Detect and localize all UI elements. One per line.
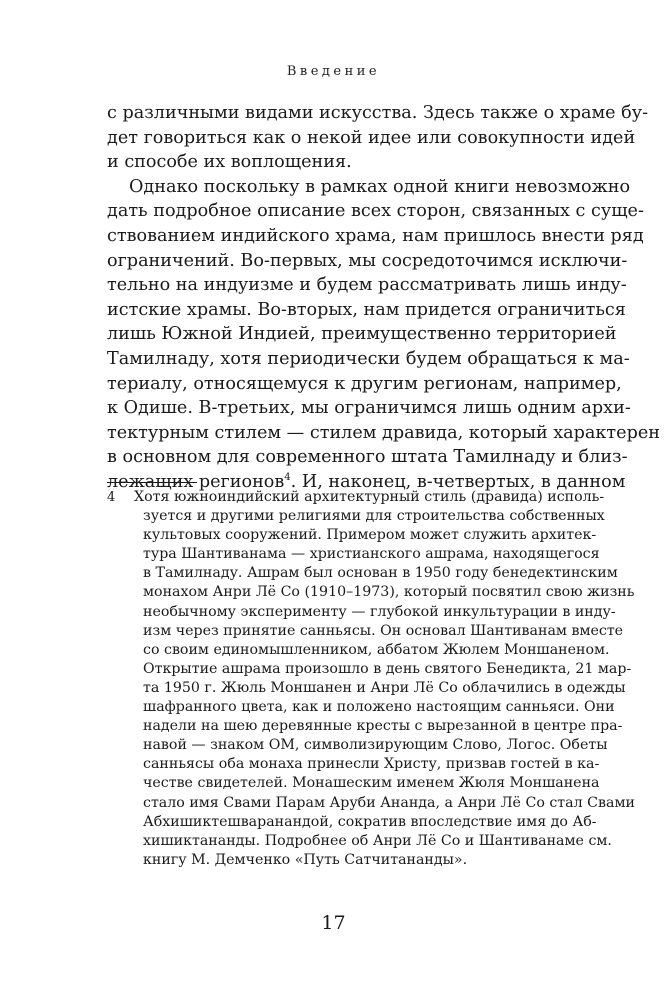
text-line: ограничений. Во-первых, мы сосредоточимся исключи- xyxy=(107,250,628,271)
footnote-line: в Тамилнаду. Ашрам был основан в 1950 году бенедектинским xyxy=(143,565,618,582)
main-text xyxy=(107,101,660,495)
footnote-line: Открытие ашрама произошло в день святого Бенедикта, 21 мар- xyxy=(143,660,632,677)
text-line: Тамилнаду, хотя периодически будем обращаться к ма- xyxy=(107,348,630,369)
text-line: Однако поскольку в рамках одной книги невозможно xyxy=(129,176,631,197)
page-number: 17 xyxy=(321,912,346,934)
text-line: истские храмы. Во-вторых, нам придется ограничиться xyxy=(107,299,626,320)
text-line: к Одише. В-третьих, мы ограничимся лишь одним архи- xyxy=(107,398,631,419)
footnote-line: навой — знаком ОМ, символизирующим Слово, Логос. Обеты xyxy=(143,737,608,754)
footnote-line: изм через принятие санньясы. Он основал Шантиванам вместе xyxy=(143,622,624,639)
footnote-number: 4 xyxy=(107,490,116,505)
text-line: дать подробное описание всех сторон, связанных с суще- xyxy=(107,201,644,222)
footnote xyxy=(107,488,635,870)
footnote-divider xyxy=(107,482,197,483)
text-line: териалу, относящемуся к другим регионам, например, xyxy=(107,373,622,394)
footnote-line: необычному эксперименту — глубокой инкультурации в инду- xyxy=(143,603,616,620)
footnote-ref[interactable]: 4 xyxy=(284,472,291,484)
footnote-line: культовых сооружений. Примером может служить архитек- xyxy=(143,527,597,544)
footnote-line: хишиктананды. Подробнее об Анри Лё Со и Шантиванаме см. xyxy=(143,832,612,849)
footnote-line: тура Шантиванама — христианского ашрама, находящегося xyxy=(143,546,600,563)
text-line: ствованием индийского храма, нам пришлось внести ряд xyxy=(107,225,644,246)
text-line: тектурным стилем — стилем дравида, который характерен xyxy=(107,422,660,443)
footnote-line: стало имя Свами Парам Аруби Ананда, а Анри Лё Со стал Свами xyxy=(143,794,635,811)
footnote-line: книгу М. Демченко «Путь Сатчитананды». xyxy=(143,851,468,868)
footnote-line: Абхишиктешваранандой, сократив впоследствие имя до Аб- xyxy=(143,813,597,830)
footnote-line: надели на шею деревянные кресты с вырезанной в центре пра- xyxy=(143,718,623,735)
footnote-line: шафранного цвета, как и положено настоящим санньяси. Они xyxy=(143,699,615,716)
footnote-line: та 1950 г. Жюль Моншанен и Анри Лё Со облачились в одежды xyxy=(143,679,626,696)
text-fragment: лежащих регионов xyxy=(107,471,285,492)
footnote-line: честве свидетелей. Монашеским именем Жюля Моншанена xyxy=(143,775,600,792)
footnote-line: Хотя южноиндийский архитектурный стиль (дравида) исполь- xyxy=(134,489,605,505)
text-line: дет говориться как о некой идее или совокупности идей xyxy=(107,127,636,148)
text-fragment: И, наконец, в-четвертых, в данном xyxy=(301,471,626,492)
text-line-with-footnote-ref: лежащих регионов$^4$. И, наконец, в-четвертых, в данном xyxy=(107,471,626,492)
footnote-line: монахом Анри Лё Со (1910–1973), который посвятил свою жизнь xyxy=(143,584,635,601)
footnote-line: со своим единомышленником, аббатом Жюлем Моншаненом. xyxy=(143,641,610,658)
text-line: тельно на индуизме и будем рассматривать лишь инду- xyxy=(107,275,627,296)
text-line: с различными видами искусства. Здесь также о храме бу- xyxy=(107,103,649,123)
running-head: Введение xyxy=(286,64,381,79)
text-line: и способе их воплощения. xyxy=(107,152,352,173)
footnote-line: санньясы оба монаха принесли Христу, призвав гостей в ка- xyxy=(143,756,600,773)
footnote-text xyxy=(134,488,635,870)
footnote-line: зуется и другими религиями для строительства собственных xyxy=(143,508,605,525)
text-line: в основном для современного штата Тамилнаду и близ- xyxy=(107,447,628,468)
text-line: лишь Южной Индией, преимущественно территорией xyxy=(107,324,617,345)
